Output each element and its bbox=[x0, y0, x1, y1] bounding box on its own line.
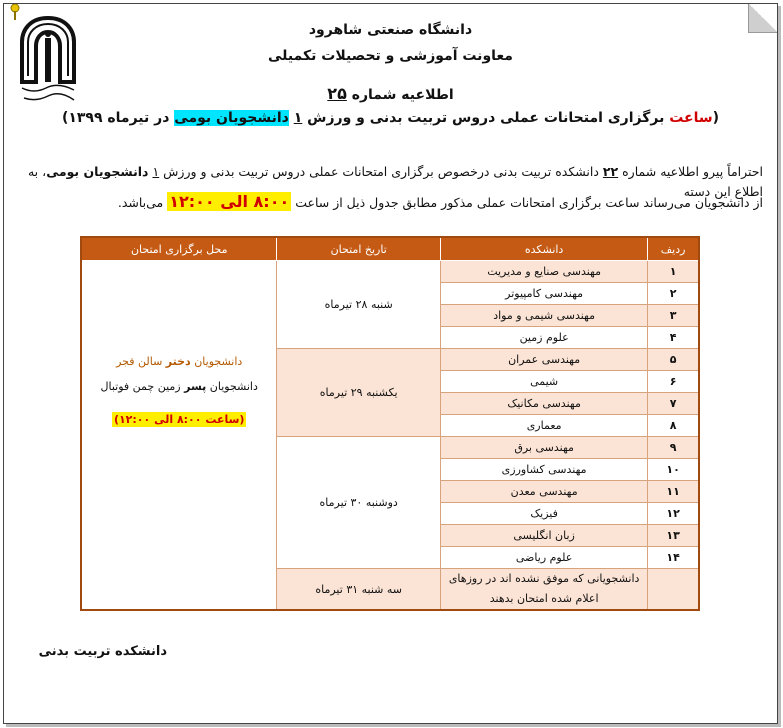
faculty-cell: شیمی bbox=[440, 371, 647, 393]
p1-text-a: احتراماً پیرو اطلاعیه شماره bbox=[618, 164, 763, 179]
faculty-cell: علوم ریاضی bbox=[440, 547, 647, 569]
signature: دانشکده تربیت بدنی bbox=[38, 644, 167, 659]
faculty-cell: مهندسی شیمی و مواد bbox=[440, 305, 647, 327]
row-number: ۱۱ bbox=[648, 481, 699, 503]
faculty-cell: مهندسی مکانیک bbox=[440, 393, 647, 415]
row-number: ۱ bbox=[648, 261, 699, 283]
date-cell: شنبه ۲۸ تیرماه bbox=[277, 261, 441, 349]
faculty-cell: مهندسی کامپیوتر bbox=[440, 283, 647, 305]
row-number: ۶ bbox=[648, 371, 699, 393]
faculty-cell: زبان انگلیسی bbox=[440, 525, 647, 547]
p1-bold-students: دانشجویان بومی bbox=[46, 164, 149, 179]
row-number: ۱۳ bbox=[648, 525, 699, 547]
header-location: محل برگزاری امتحان bbox=[81, 237, 277, 261]
faculty-cell-makeup bbox=[440, 569, 647, 611]
row-number: ۲ bbox=[648, 283, 699, 305]
makeup-line-1: دانشجویانی که موفق نشده اند در روزهای bbox=[448, 572, 640, 585]
loc2-c: زمین چمن فوتبال bbox=[100, 379, 185, 393]
p1-ref-number: ۲۲ bbox=[602, 164, 619, 179]
faculty-cell: مهندسی برق bbox=[440, 437, 647, 459]
row-number: ۳ bbox=[648, 305, 699, 327]
notice-title bbox=[4, 84, 777, 103]
faculty-cell: مهندسی کشاورزی bbox=[440, 459, 647, 481]
p2-text-a: از دانشجویان می‌رساند ساعت برگزاری امتحانات عملی مذکور مطابق جدول ذیل از ساعت bbox=[291, 195, 763, 210]
notice-number: ۲۵ bbox=[327, 84, 347, 103]
date-cell: یکشنبه ۲۹ تیرماه bbox=[277, 349, 441, 437]
location-cell bbox=[81, 261, 277, 611]
location-boys bbox=[82, 380, 276, 393]
row-number: ۷ bbox=[648, 393, 699, 415]
location-girls bbox=[82, 355, 276, 368]
p1-text-d: ، به اطلاع این دسته bbox=[27, 164, 763, 199]
faculty-cell: مهندسی معدن bbox=[440, 481, 647, 503]
makeup-line-2: اعلام شده امتحان بدهند bbox=[489, 592, 599, 605]
date-cell: سه شنبه ۳۱ تیرماه bbox=[277, 569, 441, 611]
document-page bbox=[3, 3, 778, 724]
schedule-table bbox=[80, 236, 700, 611]
p1-text-b: دانشکده تربیت بدنی درخصوص برگزاری امتحانات عملی دروس تربیت بدنی و ورزش bbox=[159, 164, 603, 179]
loc1-a: دانشجویان bbox=[190, 354, 243, 368]
loc1-b: دختر bbox=[165, 354, 191, 368]
date-cell: دوشنبه ۳۰ تیرماه bbox=[277, 437, 441, 569]
header-row-number: ردیف bbox=[648, 237, 699, 261]
faculty-cell: علوم زمین bbox=[440, 327, 647, 349]
subtitle-number: ۱ bbox=[293, 110, 303, 126]
table-row bbox=[81, 261, 699, 283]
row-number: ۱۰ bbox=[648, 459, 699, 481]
row-number: ۱۲ bbox=[648, 503, 699, 525]
row-number: ۴ bbox=[648, 327, 699, 349]
table-header-row bbox=[81, 237, 699, 261]
university-name: دانشگاه صنعتی شاهرود bbox=[308, 22, 473, 38]
header-faculty: دانشکده bbox=[440, 237, 647, 261]
p2-text-b: می‌باشد. bbox=[117, 195, 168, 210]
row-number-empty bbox=[648, 569, 699, 611]
notice-label: اطلاعیه شماره bbox=[351, 87, 454, 103]
deputy-name: معاونت آموزشی و تحصیلات تکمیلی bbox=[268, 48, 513, 64]
loc1-c: سالن فجر bbox=[116, 354, 166, 368]
row-number: ۹ bbox=[648, 437, 699, 459]
p1-course-number: ۱ bbox=[152, 164, 160, 179]
notice-subtitle bbox=[4, 110, 777, 126]
location-time-wrap bbox=[82, 413, 276, 426]
location-spacer bbox=[82, 426, 276, 516]
row-number: ۵ bbox=[648, 349, 699, 371]
faculty-cell: معماری bbox=[440, 415, 647, 437]
paragraph-2 bbox=[12, 192, 763, 213]
faculty-cell: مهندسی صنایع و مدیریت bbox=[440, 261, 647, 283]
loc2-a: دانشجویان bbox=[206, 379, 258, 393]
subtitle-middle: برگزاری امتحانات عملی دروس تربیت بدنی و ورزش bbox=[302, 110, 670, 126]
subtitle-paren: ( bbox=[712, 110, 720, 126]
p2-time-highlight: ۸:۰۰ الی ۱۲:۰۰ bbox=[169, 192, 290, 211]
faculty-cell: مهندسی عمران bbox=[440, 349, 647, 371]
row-number: ۱۴ bbox=[648, 547, 699, 569]
location-time: (ساعت ۸:۰۰ الی ۱۲:۰۰) bbox=[113, 412, 245, 426]
header-date: تاریخ امتحان bbox=[277, 237, 441, 261]
loc2-b: پسر bbox=[184, 379, 207, 393]
row-number: ۸ bbox=[648, 415, 699, 437]
subtitle-red-word: ساعت bbox=[669, 110, 713, 126]
faculty-cell: فیزیک bbox=[440, 503, 647, 525]
subtitle-end: در تیرماه ۱۳۹۹) bbox=[61, 110, 175, 126]
subtitle-highlight: دانشجویان بومی bbox=[174, 110, 289, 126]
